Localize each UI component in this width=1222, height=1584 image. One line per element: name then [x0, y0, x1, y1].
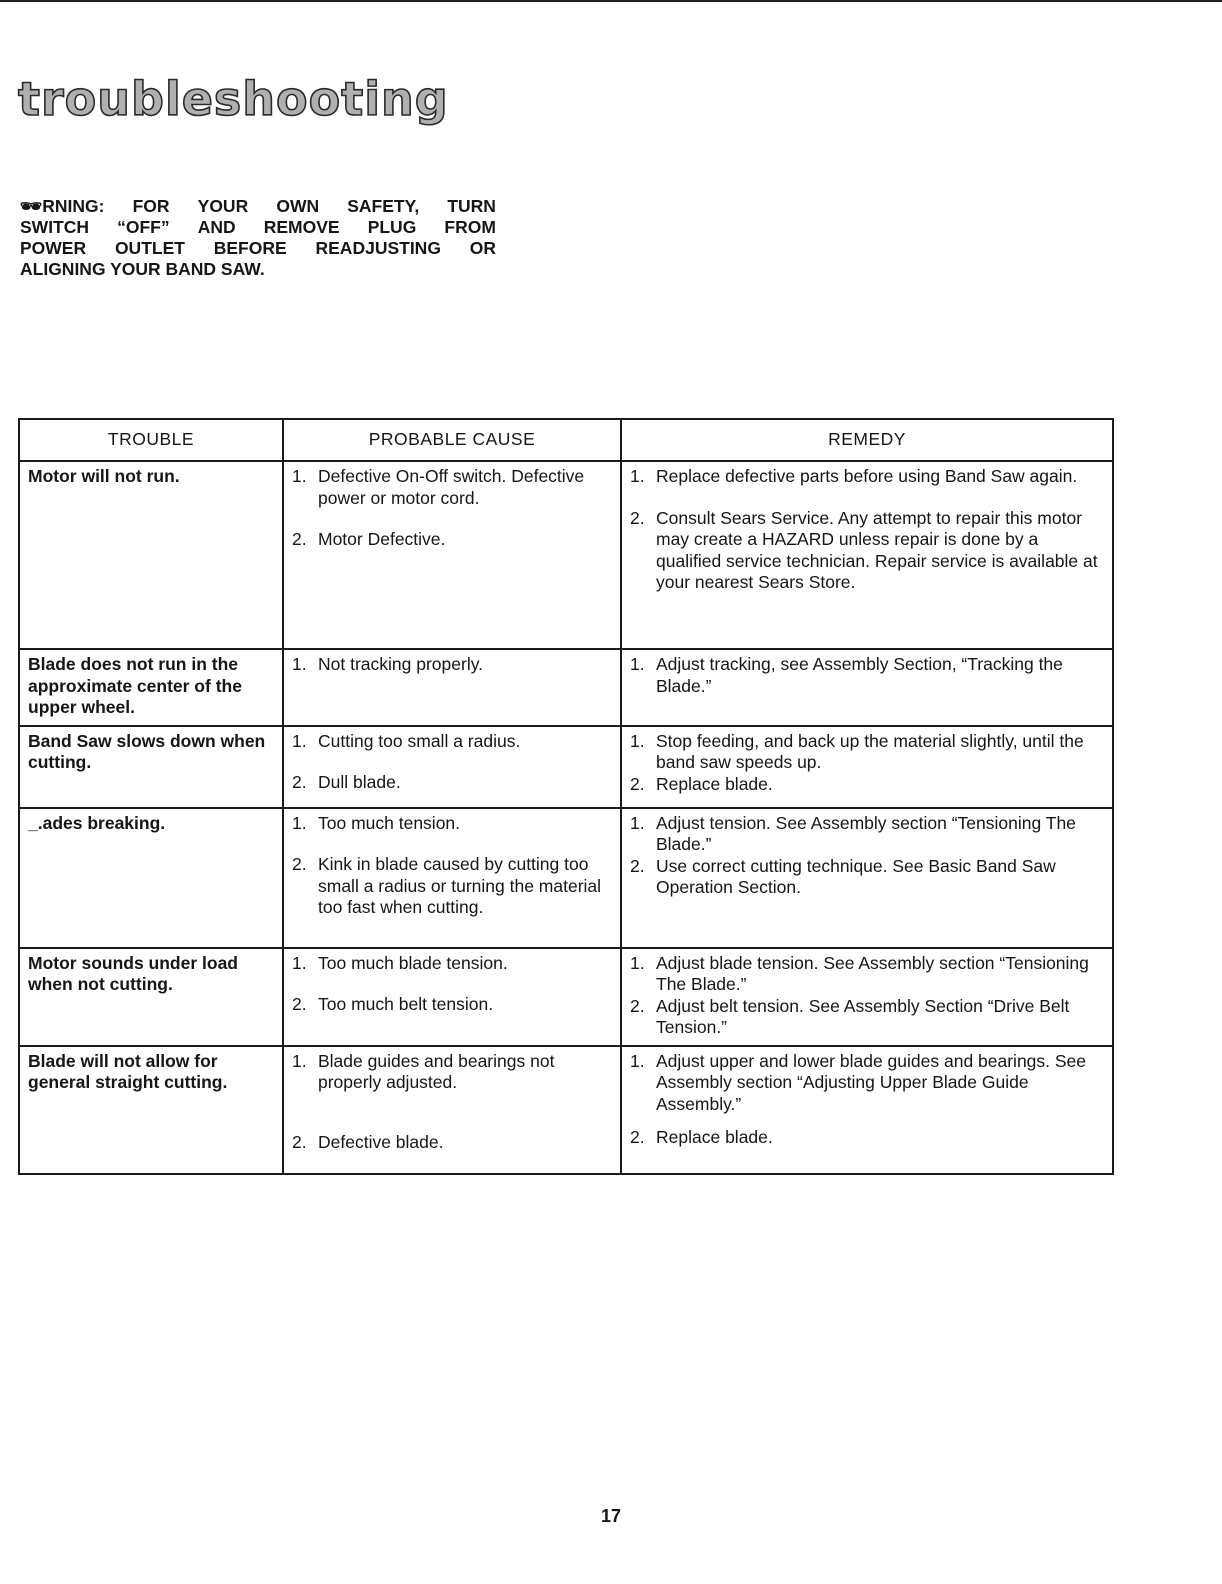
column-header-probable-cause: PROBABLE CAUSE: [283, 419, 621, 461]
trouble-cell: Blade does not run in the approximate center of the upper wheel.: [19, 649, 283, 726]
remedy-item: [630, 1127, 1106, 1149]
warning-word: REMOVE: [263, 217, 340, 237]
warning-word: OUTLET: [114, 238, 185, 258]
remedy-cell: [621, 726, 1113, 808]
warning-word: POWER: [20, 238, 87, 258]
warning-word: SWITCH: [20, 217, 90, 237]
cause-cell: [283, 808, 621, 948]
item-text: Consult Sears Service. Any attempt to repair this motor may create a HAZARD unless repair is done by a qualified service technician. Repair service is available at your nearest Sears Store.: [656, 507, 1098, 592]
item-text: Stop feeding, and back up the material slightly, until the band saw speeds up.: [656, 730, 1084, 772]
cause-item: [292, 466, 614, 509]
item-text: Dull blade.: [318, 772, 401, 792]
cause-cell: [283, 649, 621, 726]
item-text: Cutting too small a radius.: [318, 730, 521, 751]
warning-word: FOR: [132, 196, 170, 216]
remedy-item: [630, 996, 1106, 1039]
table-row: [19, 649, 1113, 726]
item-number: 2.: [292, 994, 307, 1014]
item-number: 2.: [292, 1131, 307, 1152]
cause-item: [292, 1132, 614, 1154]
table-row: [19, 808, 1113, 948]
cause-item: [292, 813, 614, 835]
cause-cell: [283, 948, 621, 1046]
table-row: [19, 461, 1113, 649]
item-text: Motor Defective.: [318, 529, 446, 549]
remedy-item: [630, 508, 1106, 594]
cause-item: [292, 994, 614, 1016]
warning-icon-word: 🕶RNING:: [20, 196, 105, 216]
item-number: 2.: [292, 529, 307, 549]
warning-word: OWN: [276, 196, 320, 216]
remedy-item: [630, 774, 1106, 796]
item-number: 1.: [292, 952, 307, 973]
warning-word: ALIGNING YOUR BAND SAW.: [20, 259, 265, 279]
item-text: Defective On-Off switch. Defective power or motor cord.: [318, 466, 585, 508]
table-header-row: [19, 419, 1113, 461]
remedy-item: [630, 856, 1106, 899]
table-row: [19, 1046, 1113, 1174]
item-text: Not tracking properly.: [318, 654, 484, 674]
troubleshooting-table: [18, 418, 1114, 1175]
item-number: 1.: [630, 466, 645, 486]
trouble-cell: Motor sounds under load when not cutting.: [19, 948, 283, 1046]
item-number: 2.: [292, 772, 307, 792]
cause-item: [292, 854, 614, 919]
item-number: 2.: [630, 507, 645, 528]
item-text: Too much belt tension.: [318, 994, 494, 1014]
item-number: 1.: [630, 952, 645, 973]
trouble-cell: _.ades breaking.: [19, 808, 283, 948]
cause-cell: [283, 1046, 621, 1174]
top-rule: [0, 0, 1222, 2]
page-title: troubleshooting: [18, 72, 449, 126]
cause-item: [292, 953, 614, 975]
column-header-remedy: REMEDY: [621, 419, 1113, 461]
cause-cell: [283, 461, 621, 649]
warning-word: TURN: [447, 196, 496, 216]
cause-item: [292, 529, 614, 551]
cause-cell: [283, 726, 621, 808]
remedy-item: [630, 654, 1106, 697]
page-number: 17: [600, 1506, 622, 1526]
warning-line: [20, 196, 496, 217]
safety-warning: [20, 196, 496, 280]
remedy-cell: [621, 461, 1113, 649]
warning-word: FROM: [444, 217, 496, 237]
remedy-item: [630, 953, 1106, 996]
item-text: Replace defective parts before using Band Saw again.: [656, 466, 1078, 486]
remedy-cell: [621, 808, 1113, 948]
cause-item: [292, 654, 614, 676]
warning-word: READJUSTING: [315, 238, 441, 258]
item-text: Use correct cutting technique. See Basic Band Saw Operation Section.: [656, 855, 1056, 897]
cause-item: [292, 772, 614, 794]
item-text: Too much blade tension.: [318, 952, 508, 973]
remedy-item: [630, 731, 1106, 774]
item-text: Adjust upper and lower blade guides and bearings. See Assembly section “Adjusting Upper Blade Guide Assembly.”: [656, 1050, 1087, 1114]
warning-word: “OFF”: [117, 217, 170, 237]
item-number: 2.: [292, 854, 307, 874]
item-text: Defective blade.: [318, 1131, 444, 1152]
warning-line: [20, 238, 496, 259]
warning-word: AND: [197, 217, 236, 237]
item-text: Adjust blade tension. See Assembly section “Tensioning The Blade.”: [656, 952, 1089, 994]
remedy-cell: [621, 649, 1113, 726]
trouble-cell: Blade will not allow for general straight cutting.: [19, 1046, 283, 1174]
item-number: 2.: [630, 995, 645, 1016]
remedy-cell: [621, 948, 1113, 1046]
item-text: Adjust tension. See Assembly section “Tensioning The Blade.”: [656, 812, 1076, 854]
item-number: 2.: [630, 1127, 645, 1147]
item-number: 1.: [630, 730, 645, 751]
trouble-cell: Motor will not run.: [19, 461, 283, 649]
item-text: Too much tension.: [318, 812, 461, 833]
item-number: 1.: [292, 730, 307, 751]
table-row: [19, 948, 1113, 1046]
warning-line: [20, 217, 496, 238]
warning-word: SAFETY,: [347, 196, 420, 216]
remedy-item: [630, 813, 1106, 856]
item-number: 1.: [630, 654, 645, 674]
remedy-item: [630, 466, 1106, 488]
cause-item: [292, 731, 614, 753]
item-number: 1.: [630, 812, 645, 833]
remedy-item: [630, 1051, 1106, 1116]
cause-item: [292, 1051, 614, 1094]
item-number: 1.: [630, 1050, 645, 1071]
item-number: 2.: [630, 855, 645, 876]
item-text: Replace blade.: [656, 1127, 773, 1147]
item-text: Adjust belt tension. See Assembly Section “Drive Belt Tension.”: [656, 995, 1070, 1037]
item-number: 2.: [630, 773, 645, 794]
trouble-cell: Band Saw slows down when cutting.: [19, 726, 283, 808]
warning-word: OR: [469, 238, 496, 258]
item-text: Adjust tracking, see Assembly Section, “Tracking the Blade.”: [656, 654, 1063, 696]
item-number: 1.: [292, 1050, 307, 1071]
column-header-trouble: TROUBLE: [19, 419, 283, 461]
table-row: [19, 726, 1113, 808]
warning-line: [20, 259, 496, 280]
item-number: 1.: [292, 812, 307, 833]
remedy-cell: [621, 1046, 1113, 1174]
item-number: 1.: [292, 654, 307, 674]
warning-word: BEFORE: [213, 238, 287, 258]
item-text: Kink in blade caused by cutting too small a radius or turning the material too fast when cutting.: [318, 854, 602, 917]
warning-word: PLUG: [367, 217, 417, 237]
item-text: Blade guides and bearings not properly adjusted.: [318, 1050, 555, 1092]
item-text: Replace blade.: [656, 773, 773, 794]
item-number: 1.: [292, 466, 307, 486]
warning-word: YOUR: [197, 196, 249, 216]
